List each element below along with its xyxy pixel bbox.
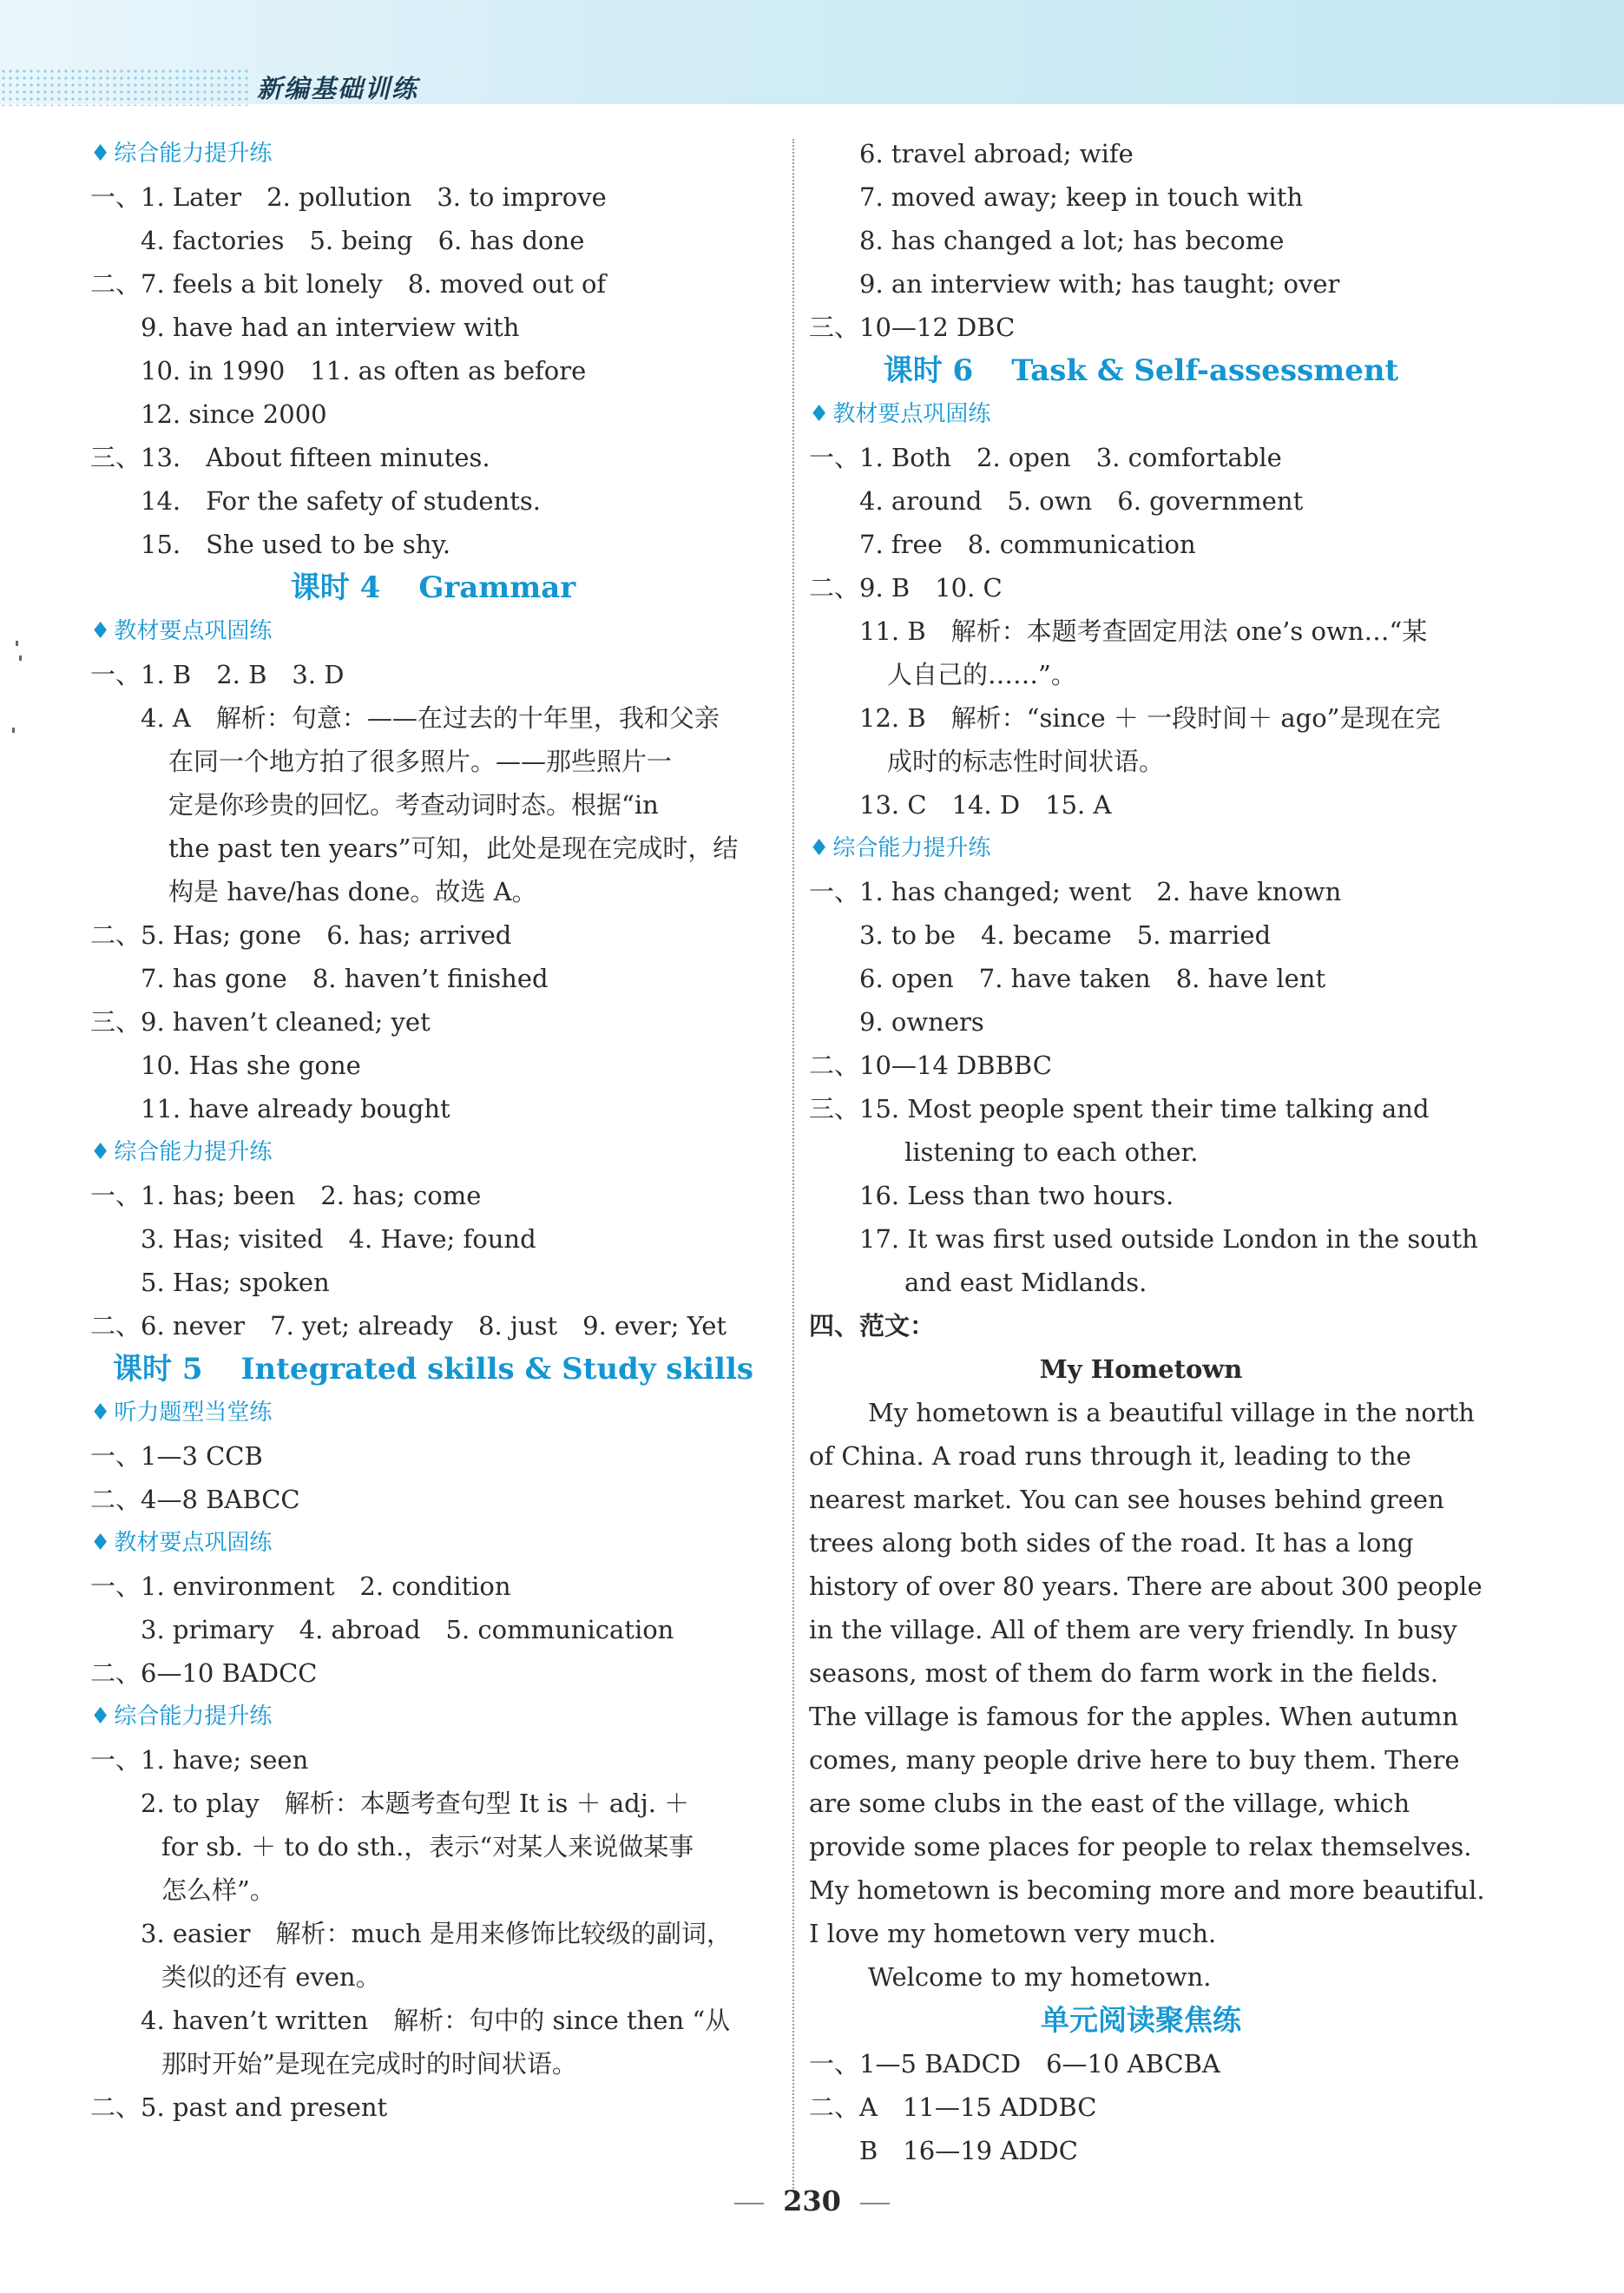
essay-line: in the village. All of them are very friendly. In busy bbox=[809, 1615, 1457, 1644]
page-number: 230 bbox=[0, 2184, 1624, 2217]
answer-line: 一、1—3 CCB bbox=[90, 1441, 263, 1471]
answer-line: 3. Has; visited 4. Have; found bbox=[141, 1224, 536, 1254]
answer-line: 4. around 5. own 6. government bbox=[859, 486, 1304, 516]
answer-line: 12. since 2000 bbox=[141, 399, 327, 429]
column-divider bbox=[792, 139, 794, 2192]
answer-line: 9. an interview with; has taught; over bbox=[859, 269, 1340, 299]
diamond-icon: ♦ bbox=[90, 1139, 111, 1165]
page-number-dash bbox=[860, 2203, 890, 2204]
answer-line: 2. to play 解析：本题考查句型 It is ＋ adj. ＋ bbox=[141, 1789, 690, 1818]
answer-line: 二、A 11—15 ADDBC bbox=[809, 2092, 1097, 2122]
diamond-icon: ♦ bbox=[90, 618, 111, 644]
section-heading: ♦ 综合能力提升练 bbox=[90, 1703, 273, 1730]
answer-line: and east Midlands. bbox=[904, 1268, 1147, 1297]
essay-line: I love my hometown very much. bbox=[809, 1919, 1217, 1948]
essay-line: My hometown is a beautiful village in the north bbox=[868, 1398, 1475, 1427]
answer-line: 人自己的……”。 bbox=[887, 660, 1076, 689]
header-dot-pattern bbox=[0, 68, 252, 106]
answer-line: 10. in 1990 11. as often as before bbox=[141, 356, 587, 385]
answer-line: 二、6. never 7. yet; already 8. just 9. ever; Yet bbox=[90, 1311, 727, 1341]
answer-line: 7. free 8. communication bbox=[859, 530, 1196, 559]
diamond-icon: ♦ bbox=[809, 401, 830, 427]
answer-line: 15. She used to be shy. bbox=[141, 530, 451, 559]
essay-line: seasons, most of them do farm work in the fields. bbox=[809, 1658, 1439, 1688]
page-number-dash bbox=[734, 2203, 764, 2204]
answer-line: 一、1. has changed; went 2. have known bbox=[809, 877, 1342, 906]
answer-line: B 16—19 ADDC bbox=[859, 2136, 1078, 2165]
answer-line: 14. For the safety of students. bbox=[141, 486, 542, 516]
answer-line: 一、1. environment 2. condition bbox=[90, 1571, 511, 1601]
answer-line: 7. has gone 8. haven’t finished bbox=[141, 964, 549, 993]
answer-line: 16. Less than two hours. bbox=[859, 1181, 1174, 1210]
answer-line: 一、1—5 BADCD 6—10 ABCBA bbox=[809, 2049, 1220, 2079]
answer-line: 成时的标志性时间状语。 bbox=[887, 747, 1165, 776]
answer-line: 三、15. Most people spent their time talking and bbox=[809, 1094, 1430, 1123]
answer-line: 7. moved away; keep in touch with bbox=[859, 182, 1304, 212]
scan-speck bbox=[19, 656, 22, 661]
answer-line: 8. has changed a lot; has become bbox=[859, 226, 1285, 255]
section-heading: ♦ 听力题型当堂练 bbox=[90, 1400, 273, 1426]
answer-line: 二、10—14 DBBBC bbox=[809, 1051, 1052, 1080]
answer-line: 一、1. Both 2. open 3. comfortable bbox=[809, 443, 1282, 472]
answer-line: 6. open 7. have taken 8. have lent bbox=[859, 964, 1326, 993]
answer-line: 四、范文： bbox=[809, 1311, 936, 1341]
essay-line: history of over 80 years. There are about 300 people bbox=[809, 1571, 1483, 1601]
answer-line: 三、13. About fifteen minutes. bbox=[90, 443, 490, 472]
answer-line: 一、1. have; seen bbox=[90, 1745, 309, 1775]
answer-line: 4. factories 5. being 6. has done bbox=[141, 226, 585, 255]
answer-line: 11. have already bought bbox=[141, 1094, 450, 1123]
answer-line: 类似的还有 even。 bbox=[161, 1962, 381, 1992]
answer-line: 二、4—8 BABCC bbox=[90, 1485, 300, 1514]
answer-line: 二、5. past and present bbox=[90, 2092, 388, 2122]
answer-line: 9. owners bbox=[859, 1007, 984, 1037]
answer-line: 那时开始”是现在完成时的时间状语。 bbox=[161, 2049, 577, 2079]
answer-line: 5. Has; spoken bbox=[141, 1268, 330, 1297]
answer-line: 一、1. B 2. B 3. D bbox=[90, 660, 345, 689]
answer-line: for sb. ＋ to do sth.，表示“对某人来说做某事 bbox=[161, 1832, 694, 1861]
lesson-heading: 课时 4 Grammar bbox=[290, 570, 576, 605]
answer-line: listening to each other. bbox=[904, 1137, 1199, 1167]
reading-heading: 单元阅读聚焦练 bbox=[1041, 2003, 1241, 2037]
section-heading: ♦ 教材要点巩固练 bbox=[90, 1530, 273, 1556]
section-heading: ♦ 综合能力提升练 bbox=[90, 1139, 273, 1165]
answer-line: 二、5. Has; gone 6. has; arrived bbox=[90, 920, 512, 950]
diamond-icon: ♦ bbox=[90, 1400, 111, 1426]
essay-line: are some clubs in the east of the village, which bbox=[809, 1789, 1410, 1818]
answer-line: 13. C 14. D 15. A bbox=[859, 790, 1112, 820]
answer-line: 三、10—12 DBC bbox=[809, 313, 1016, 342]
answer-line: 17. It was first used outside London in the south bbox=[859, 1224, 1478, 1254]
lesson-heading: 课时 5 Integrated skills & Study skills bbox=[112, 1352, 754, 1387]
answer-line: 12. B 解析：“since ＋ 一段时间＋ ago”是现在完 bbox=[859, 703, 1441, 733]
left-column bbox=[90, 132, 776, 2129]
section-heading: ♦ 教材要点巩固练 bbox=[90, 618, 273, 644]
diamond-icon: ♦ bbox=[90, 1530, 111, 1556]
answer-line: 11. B 解析：本题考查固定用法 one’s own…“某 bbox=[859, 616, 1428, 646]
answer-line: 二、7. feels a bit lonely 8. moved out of bbox=[90, 269, 607, 299]
essay-line: The village is famous for the apples. When autumn bbox=[809, 1702, 1459, 1731]
lesson-heading: 课时 6 Task & Self-assessment bbox=[883, 353, 1399, 388]
essay-line: My hometown is becoming more and more beautiful. bbox=[809, 1875, 1485, 1905]
scan-speck bbox=[16, 641, 18, 646]
scan-speck bbox=[12, 728, 15, 733]
answer-line: 二、6—10 BADCC bbox=[90, 1658, 318, 1688]
answer-line: 4. haven’t written 解析：句中的 since then “从 bbox=[141, 2006, 731, 2035]
diamond-icon: ♦ bbox=[90, 141, 111, 167]
diamond-icon: ♦ bbox=[90, 1703, 111, 1730]
essay-line: Welcome to my hometown. bbox=[868, 1962, 1212, 1992]
section-heading: ♦ 教材要点巩固练 bbox=[809, 401, 991, 427]
answer-line: 在同一个地方拍了很多照片。——那些照片一 bbox=[168, 747, 673, 776]
answer-line: 3. primary 4. abroad 5. communication bbox=[141, 1615, 674, 1644]
answer-line: 3. easier 解析：much 是用来修饰比较级的副词， bbox=[141, 1919, 732, 1948]
answer-line: 三、9. haven’t cleaned; yet bbox=[90, 1007, 431, 1037]
answer-line: 怎么样”。 bbox=[161, 1875, 275, 1905]
essay-line: provide some places for people to relax themselves. bbox=[809, 1832, 1472, 1861]
answer-line: the past ten years”可知，此处是现在完成时，结 bbox=[168, 834, 739, 863]
section-heading: ♦ 综合能力提升练 bbox=[90, 141, 273, 167]
header-title: 新编基础训练 bbox=[257, 74, 419, 103]
answer-line: 定是你珍贵的回忆。考查动词时态。根据“in bbox=[168, 790, 659, 820]
essay-line: comes, many people drive here to buy them. There bbox=[809, 1745, 1460, 1775]
essay-line: nearest market. You can see houses behind green bbox=[809, 1485, 1444, 1514]
answer-line: 构是 have/has done。故选 A。 bbox=[168, 877, 537, 906]
section-heading: ♦ 综合能力提升练 bbox=[809, 835, 991, 861]
essay-line: trees along both sides of the road. It has a long bbox=[809, 1528, 1414, 1558]
answer-line: 3. to be 4. became 5. married bbox=[859, 920, 1272, 950]
answer-line: 9. have had an interview with bbox=[141, 313, 520, 342]
answer-line: 6. travel abroad; wife bbox=[859, 139, 1134, 168]
answer-line: 一、1. Later 2. pollution 3. to improve bbox=[90, 182, 607, 212]
answer-line: 二、9. B 10. C bbox=[809, 573, 1003, 603]
essay-title: My Hometown bbox=[1039, 1354, 1243, 1384]
right-column bbox=[809, 132, 1485, 2172]
diamond-icon: ♦ bbox=[809, 835, 830, 861]
essay-line: of China. A road runs through it, leading to the bbox=[809, 1441, 1411, 1471]
answer-line: 4. A 解析：句意：——在过去的十年里，我和父亲 bbox=[141, 703, 720, 733]
answer-line: 一、1. has; been 2. has; come bbox=[90, 1181, 482, 1210]
answer-line: 10. Has she gone bbox=[141, 1051, 361, 1080]
